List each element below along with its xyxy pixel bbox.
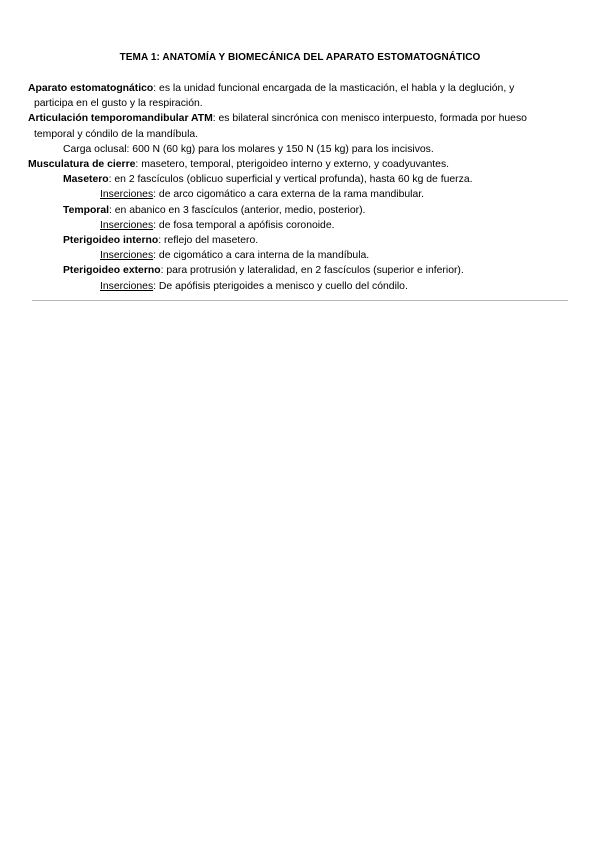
- inserciones-pterigoideo-externo: [28, 279, 558, 294]
- document-body: [28, 81, 558, 294]
- horizontal-divider: [32, 300, 568, 301]
- paragraph-atm-cont: [28, 127, 558, 142]
- muscle-temporal: [28, 203, 558, 218]
- inserciones-text: : de fosa temporal a apófisis coronoide.: [153, 219, 335, 231]
- page-title: TEMA 1: ANATOMÍA Y BIOMECÁNICA DEL APARATO ESTOMATOGNÁTICO: [119, 52, 481, 63]
- muscle-name: Pterigoideo externo: [63, 265, 161, 277]
- aparato-text-1: : es la unidad funcional encargada de la masticación, el habla y la deglución, y: [153, 83, 515, 94]
- atm-text-1: : es bilateral sincrónica con menisco interpuesto, formada por hueso: [212, 113, 527, 125]
- inserciones-label: Inserciones: [100, 250, 154, 262]
- muscle-text: : para protrusión y lateralidad, en 2 fascículos (superior e inferior).: [160, 265, 464, 277]
- muscle-pterigoideo-interno: [28, 233, 558, 248]
- paragraph-atm: [28, 111, 558, 126]
- muscle-name: Masetero: [63, 174, 109, 186]
- carga-text: Carga oclusal: 600 N (60 kg) para los molares y 150 N (15 kg) para los incisivos.: [63, 143, 434, 155]
- muscle-masetero: [28, 172, 558, 187]
- muscle-name: Pterigoideo interno: [63, 235, 159, 247]
- inserciones-label: Inserciones: [100, 280, 154, 292]
- paragraph-musculatura: [28, 157, 558, 172]
- inserciones-text: : de arco cigomático a cara externa de la rama mandibular.: [153, 189, 425, 201]
- paragraph-aparato: [28, 81, 558, 96]
- paragraph-carga: [28, 142, 558, 157]
- term-aparato: Aparato estomatognático: [28, 83, 154, 94]
- muscle-name: Temporal: [63, 204, 109, 216]
- aparato-text-2: participa en el gusto y la respiración.: [34, 98, 203, 110]
- muscle-text: : reflejo del masetero.: [158, 235, 259, 247]
- paragraph-aparato-cont: [28, 96, 558, 111]
- muscle-text: : en abanico en 3 fascículos (anterior, medio, posterior).: [109, 204, 366, 216]
- inserciones-temporal: [28, 218, 558, 233]
- inserciones-label: Inserciones: [100, 219, 154, 231]
- term-musculatura: Musculatura de cierre: [28, 159, 136, 171]
- inserciones-text: : de cigomático a cara interna de la mandíbula.: [153, 250, 370, 262]
- inserciones-text: : De apófisis pterigoides a menisco y cuello del cóndilo.: [153, 280, 408, 292]
- term-atm: Articulación temporomandibular ATM: [28, 113, 213, 125]
- musculatura-text: : masetero, temporal, pterigoideo interno y externo, y coadyuvantes.: [135, 159, 450, 171]
- muscle-pterigoideo-externo: [28, 263, 558, 278]
- inserciones-masetero: [28, 187, 558, 202]
- muscle-text: : en 2 fascículos (oblicuo superficial y vertical profunda), hasta 60 kg de fuerza.: [108, 174, 473, 186]
- inserciones-label: Inserciones: [100, 189, 154, 201]
- inserciones-pterigoideo-interno: [28, 248, 558, 263]
- atm-text-2: temporal y cóndilo de la mandíbula.: [34, 128, 199, 140]
